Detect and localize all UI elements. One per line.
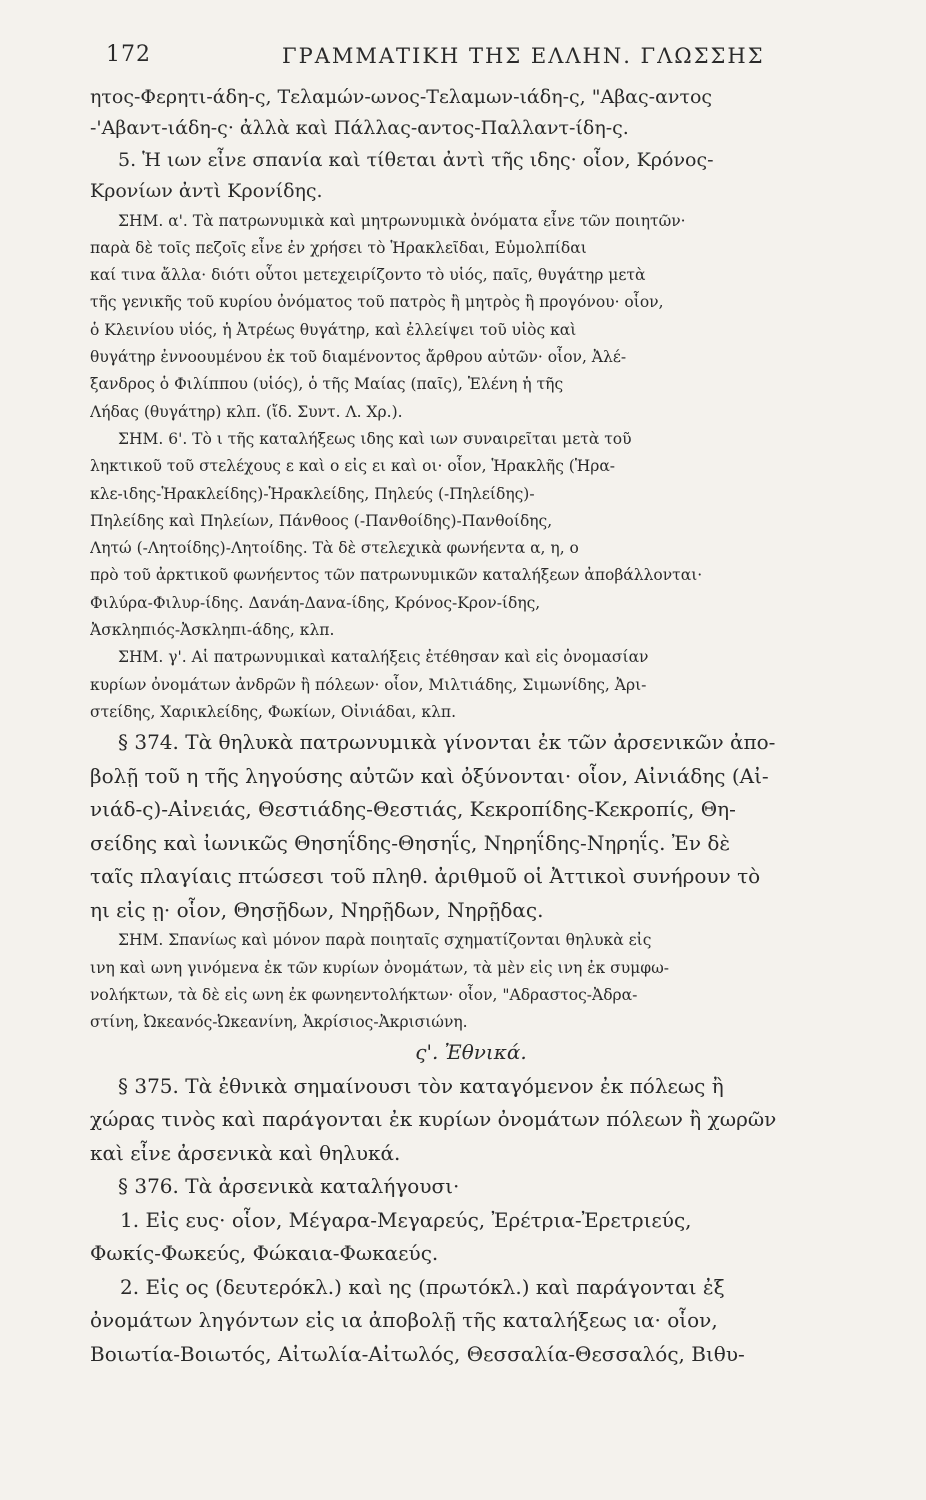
text-line: κλε-ιδης-Ἡρακλείδης)-Ἡρακλείδης, Πηλεύς (-Πηλείδης)- xyxy=(90,484,535,503)
text-line: ὁ Κλεινίου υἱός, ἡ Ἀτρέως θυγάτηρ, καὶ ἐλλείψει τοῦ υἱὸς καὶ xyxy=(90,320,577,339)
page-header xyxy=(106,42,846,72)
text-line: τῆς γενικῆς τοῦ κυρίου ὀνόματος τοῦ πατρὸς ἢ μητρὸς ἢ προγόνου· οἷον, xyxy=(90,293,664,312)
text-line: στίνη, Ὠκεανός-Ὠκεανίνη, Ἀκρίσιος-Ἀκρισιώνη. xyxy=(90,1013,468,1032)
section-line: § 376. Τὰ ἀρσενικὰ καταλήγουσι· xyxy=(118,1174,460,1199)
page-number: 172 xyxy=(106,42,151,67)
text-line: ταῖς πλαγίαις πτώσεσι τοῦ πληθ. ἀριθμοῦ οἱ Ἀττικοὶ συνήρουν τὸ xyxy=(90,864,761,889)
text-line: ινη καὶ ωνη γινόμενα ἐκ τῶν κυρίων ὀνομάτων, τὰ μὲν εἰς ινη ἐκ συμφω- xyxy=(90,958,669,977)
text-line: χώρας τινὸς καὶ παράγονται ἐκ κυρίων ὀνομάτων πόλεων ἢ χωρῶν xyxy=(90,1107,777,1132)
text-line: Κρονίων ἀντὶ Κρονίδης. xyxy=(90,180,323,203)
text-line: ητος-Φερητι-άδη-ς, Τελαμών-ωνος-Τελαμων-ιάδη-ς, "Αβας-αντος xyxy=(90,86,713,108)
text-line: Βοιωτία-Βοιωτός, Αἰτωλία-Αἰτωλός, Θεσσαλία-Θεσσαλός, Βιθυ- xyxy=(90,1341,745,1366)
text-line: 2. Εἰς ος (δευτερόκλ.) καὶ ης (πρωτόκλ.) καὶ παράγονται ἐξ xyxy=(120,1274,725,1299)
text-line: 5. Ἡ ιων εἶνε σπανία καὶ τίθεται ἀντὶ τῆς ιδης· οἷον, Κρόνος- xyxy=(118,148,714,171)
text-line: ΣΗΜ. α'. Τὰ πατρωνυμικὰ καὶ μητρωνυμικὰ ὀνόματα εἶνε τῶν ποιητῶν· xyxy=(118,211,686,230)
text-line: ὀνομάτων ληγόντων εἰς ια ἀποβολῇ τῆς καταλήξεως ια· οἷον, xyxy=(90,1308,718,1333)
text-line: ξανδρος ὁ Φιλίππου (υἱός), ὁ τῆς Μαίας (παῖς), Ἑλένη ἡ τῆς xyxy=(90,375,564,394)
text-line: καὶ εἶνε ἀρσενικὰ καὶ θηλυκά. xyxy=(90,1140,401,1165)
text-line: κυρίων ὀνομάτων ἀνδρῶν ἢ πόλεων· οἷον, Μιλτιάδης, Σιμωνίδης, Ἀρι- xyxy=(90,675,647,694)
text-line: πρὸ τοῦ ἀρκτικοῦ φωνήεντος τῶν πατρωνυμικῶν καταλήξεων ἀποβάλλονται· xyxy=(90,566,703,585)
text-line: ηι εἰς ῃ· οἷον, Θησῇδων, Νηρῇδων, Νηρῇδας. xyxy=(90,897,544,922)
section-line: § 375. Τὰ ἐθνικὰ σημαίνουσι τὸν καταγόμενον ἐκ πόλεως ἢ xyxy=(118,1073,724,1098)
text-line: καί τινα ἄλλα· διότι οὗτοι μετεχειρίζοντο τὸ υἱός, παῖς, θυγάτηρ μετὰ xyxy=(90,266,646,285)
text-line: νιάδ-ς)-Αἰνειάς, Θεστιάδης-Θεστιάς, Κεκροπίδης-Κεκροπίς, Θη- xyxy=(90,797,736,822)
page-body xyxy=(90,82,852,1371)
text-line: Λητώ (-Λητοίδης)-Λητοίδης. Τὰ δὲ στελεχικὰ φωνήεντα α, η, ο xyxy=(90,539,579,558)
text-line: στείδης, Χαρικλείδης, Φωκίων, Οἰνιάδαι, κλπ. xyxy=(90,702,457,721)
text-line: Ἀσκληπιός-Ἀσκληπι-άδης, κλπ. xyxy=(90,621,335,640)
text-line: Φωκίς-Φωκεύς, Φώκαια-Φωκαεύς. xyxy=(90,1241,439,1266)
text-line: 1. Εἰς ευς· οἷον, Μέγαρα-Μεγαρεύς, Ἐρέτρια-Ἐρετριεύς, xyxy=(120,1207,692,1232)
text-line: θυγάτηρ ἐννοουμένου ἐκ τοῦ διαμένοντος ἄρθρου αὐτῶν· οἷον, Ἀλέ- xyxy=(90,348,627,367)
text-line: Φιλύρα-Φιλυρ-ίδης. Δανάη-Δανα-ίδης, Κρόνος-Κρον-ίδης, xyxy=(90,593,541,612)
section-line: § 374. Τὰ θηλυκὰ πατρωνυμικὰ γίνονται ἐκ τῶν ἀρσενικῶν ἀπο- xyxy=(118,730,776,755)
text-line: παρὰ δὲ τοῖς πεζοῖς εἶνε ἐν χρήσει τὸ Ἡρακλεῖδαι, Εὐμολπίδαι xyxy=(90,238,587,257)
running-title: ΓΡΑΜΜΑΤΙΚΗ ΤΗΣ ΕΛΛΗΝ. ΓΛΩΣΣΗΣ xyxy=(282,44,765,68)
text-line: βολῇ τοῦ η τῆς ληγούσης αὐτῶν καὶ ὀξύνονται· οἷον, Αἰνιάδης (Αἰ- xyxy=(90,763,769,788)
text-line: ληκτικοῦ τοῦ στελέχους ε καὶ ο εἰς ει καὶ οι· οἷον, Ἡρακλῆς (Ἡρα- xyxy=(90,457,616,476)
text-line: σείδης καὶ ἰωνικῶς Θησηΐδης-Θησηΐς, Νηρηΐδης-Νηρηΐς. Ἐν δὲ xyxy=(90,830,731,855)
text-line: ΣΗΜ. Σπανίως καὶ μόνον παρὰ ποιηταῖς σχηματίζονται θηλυκὰ εἰς xyxy=(118,931,652,950)
text-line: Λήδας (θυγάτηρ) κλπ. (ἴδ. Συντ. Λ. Χρ.). xyxy=(90,402,403,421)
text-line: Πηλείδης καὶ Πηλείων, Πάνθοος (-Πανθοίδης)-Πανθοίδης, xyxy=(90,511,553,530)
subsection-heading: ς'. Ἐθνικά. xyxy=(415,1040,527,1065)
text-line: ΣΗΜ. γ'. Αἱ πατρωνυμικαὶ καταλήξεις ἐτέθησαν καὶ εἰς ὀνομασίαν xyxy=(118,648,649,667)
text-line: ΣΗΜ. 6'. Τὸ ι τῆς καταλήξεως ιδης καὶ ιων συναιρεῖται μετὰ τοῦ xyxy=(118,429,632,448)
text-line: νολήκτων, τὰ δὲ εἰς ωνη ἐκ φωνηεντολήκτων· οἷον, "Αδραστος-Ἀδρα- xyxy=(90,985,638,1004)
text-line: -'Αβαντ-ιάδη-ς· ἀλλὰ καὶ Πάλλας-αντος-Παλλαντ-ίδη-ς. xyxy=(90,117,629,140)
